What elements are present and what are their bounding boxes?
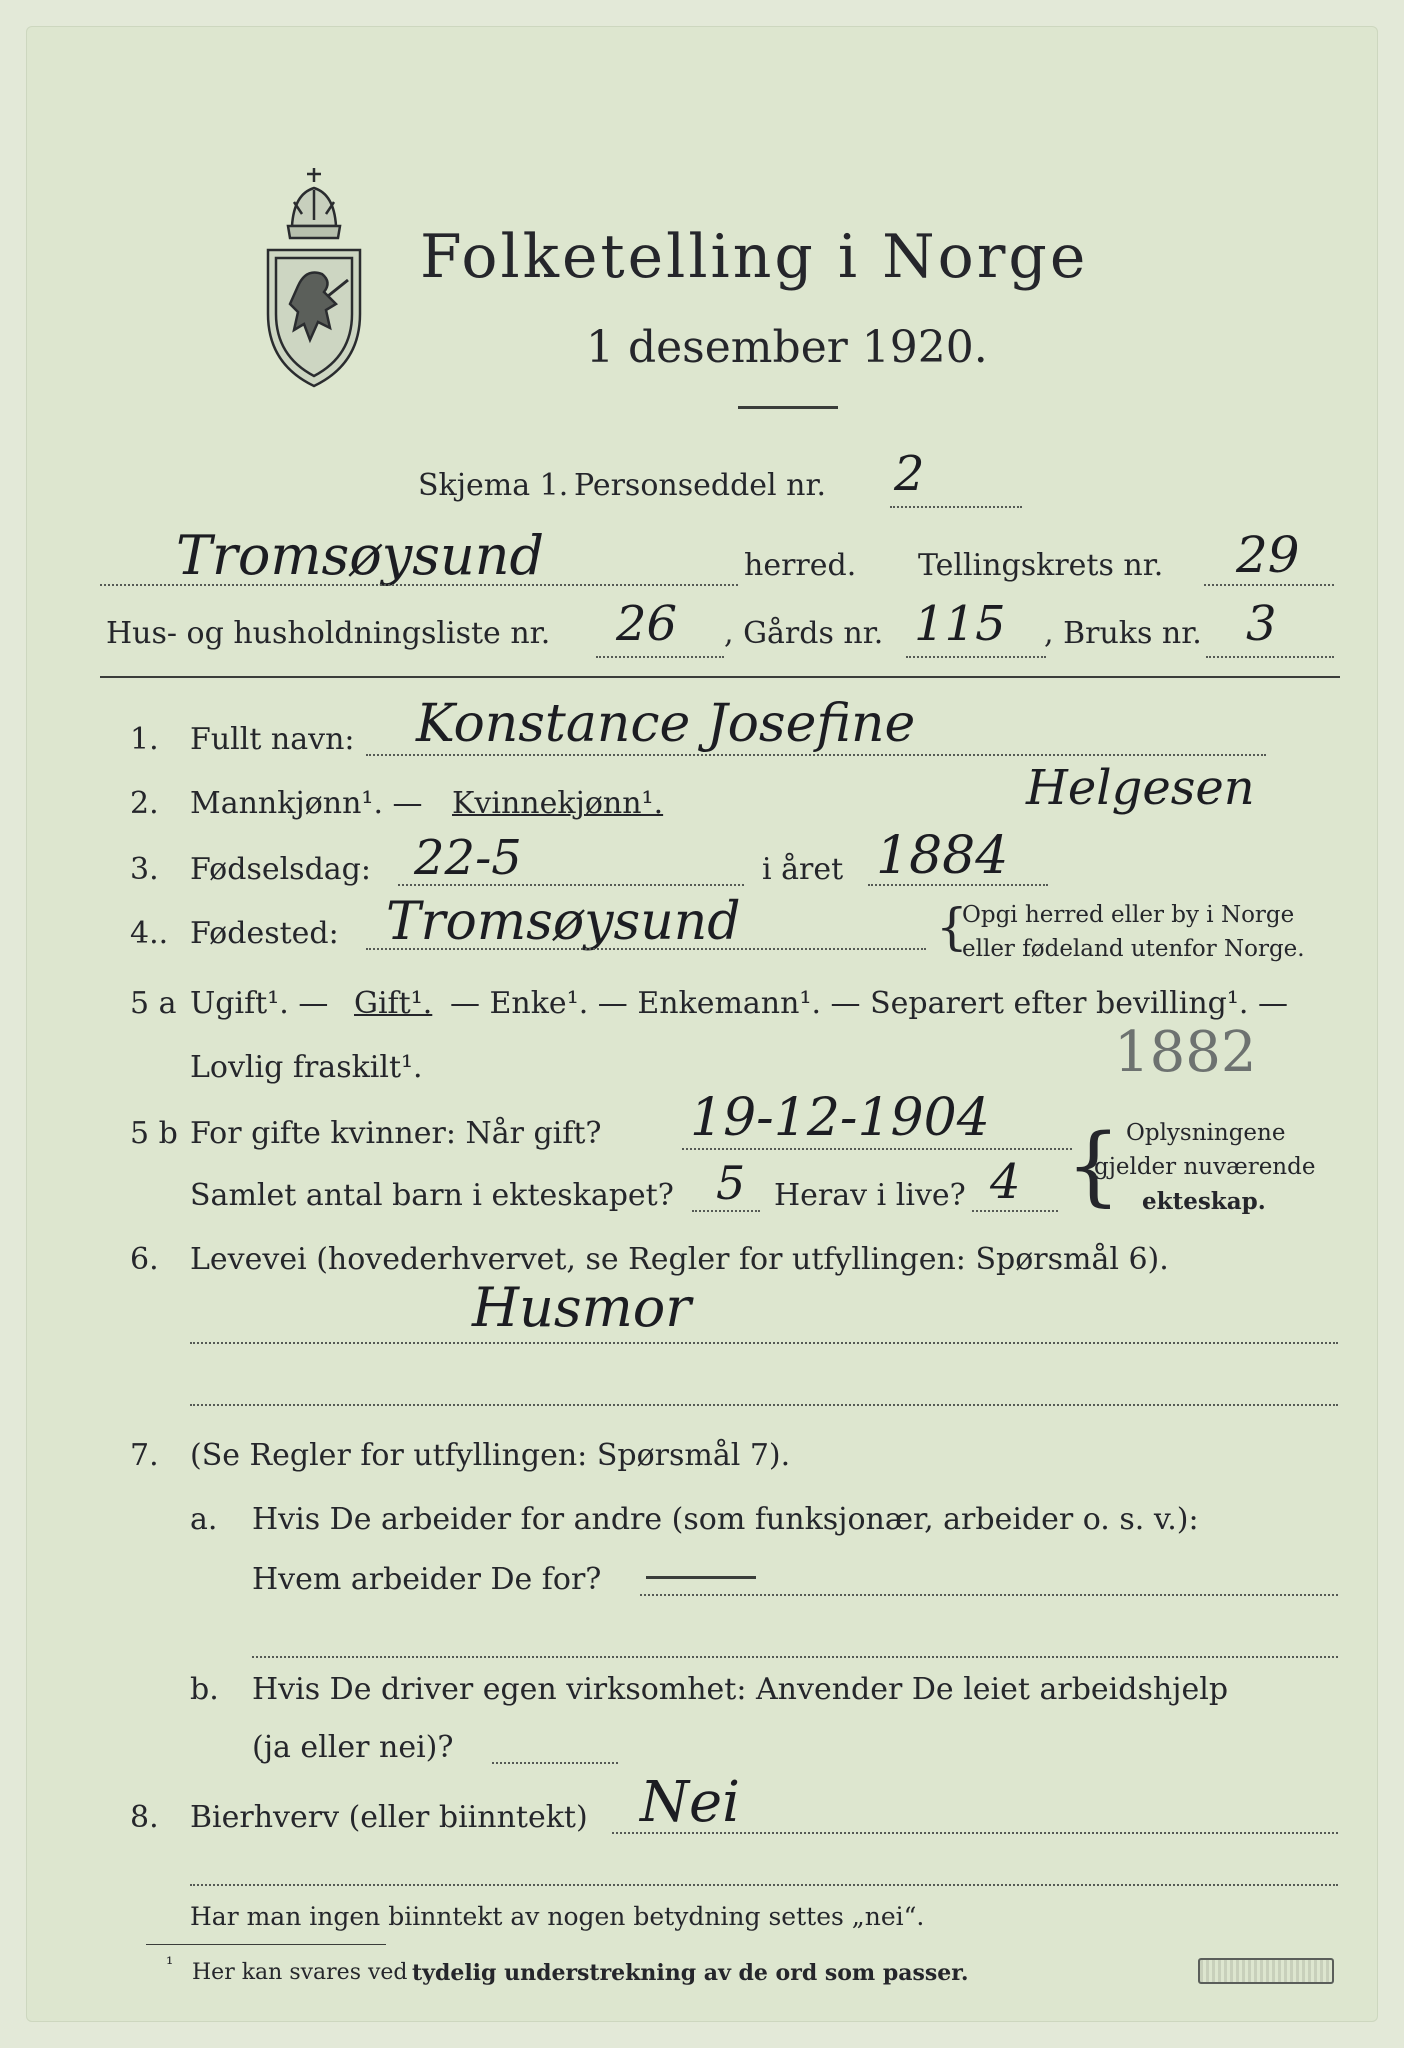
- q5b-note-line2: gjelder nuværende: [1094, 1154, 1316, 1180]
- q6-label: Levevei (hovederhvervet, se Regler for utfyllingen: Spørsmål 6).: [190, 1242, 1169, 1277]
- q5b-alive-value: 4: [990, 1154, 1021, 1210]
- footer-divider: [146, 1944, 386, 1945]
- q7b-text: Hvis De driver egen virksomhet: Anvender De leiet arbeidshjelp: [252, 1672, 1229, 1707]
- q8-label: Bierhverv (eller biinntekt): [190, 1800, 588, 1835]
- q5b-date-value: 19-12-1904: [690, 1088, 990, 1148]
- q7a-text: Hvis De arbeider for andre (som funksjonær, arbeider o. s. v.):: [252, 1502, 1199, 1537]
- printer-stamp: [1198, 1958, 1334, 1984]
- herred-value: Tromsøysund: [176, 524, 545, 587]
- census-date: 1 desember 1920.: [586, 322, 988, 373]
- footer-note: Har man ingen biinntekt av nogen betydning settes „nei“.: [190, 1902, 925, 1931]
- q3-year-label: i året: [762, 852, 844, 887]
- q4-note-line1: Opgi herred eller by i Norge: [962, 902, 1295, 928]
- q7b-letter: b.: [190, 1672, 219, 1707]
- gards-value: 115: [914, 596, 1006, 652]
- bruks-label: , Bruks nr.: [1044, 616, 1202, 651]
- q5a-line2: Lovlig fraskilt¹.: [190, 1050, 423, 1085]
- bruks-value: 3: [1246, 596, 1277, 652]
- footnote-bold: tydelig understrekning av de ord som passer.: [412, 1960, 969, 1986]
- q6-value: Husmor: [472, 1276, 692, 1339]
- q3-year-value: 1884: [876, 826, 1009, 886]
- q7-number: 7.: [130, 1438, 159, 1473]
- section-divider: [100, 676, 1340, 678]
- q5b-alive-label: Herav i live?: [774, 1178, 966, 1213]
- q1-value-line2: Helgesen: [1026, 760, 1255, 816]
- q5a-margin-note: 1882: [1114, 1020, 1257, 1085]
- q4-brace: {: [936, 898, 968, 956]
- tellingskrets-label: Tellingskrets nr.: [918, 548, 1164, 583]
- q8-value: Nei: [640, 1770, 741, 1835]
- q7b-text2: (ja eller nei)?: [252, 1730, 454, 1765]
- tellingskrets-value: 29: [1236, 526, 1300, 584]
- q6-number: 6.: [130, 1242, 159, 1277]
- herred-label: herred.: [744, 548, 857, 583]
- footnote-mark: ¹: [166, 1954, 174, 1975]
- q3-number: 3.: [130, 852, 159, 887]
- gards-label: , Gårds nr.: [724, 616, 884, 651]
- personseddel-value: 2: [894, 446, 925, 502]
- q5b-children-label: Samlet antal barn i ekteskapet?: [190, 1178, 674, 1213]
- q4-note-line2: eller fødeland utenfor Norge.: [962, 936, 1305, 962]
- q2-female: Kvinnekjønn¹.: [452, 786, 664, 821]
- hus-label: Hus- og husholdningsliste nr.: [106, 616, 551, 651]
- q5b-note-line1: Oplysningene: [1126, 1120, 1286, 1146]
- q7-label: (Se Regler for utfyllingen: Spørsmål 7).: [190, 1438, 791, 1473]
- q1-label: Fullt navn:: [190, 722, 355, 757]
- q4-number: 4..: [130, 916, 169, 951]
- form-title: Folketelling i Norge: [420, 222, 1089, 292]
- census-form: [26, 26, 1378, 2022]
- q1-number: 1.: [130, 722, 159, 757]
- q5a-number: 5 a: [130, 986, 177, 1021]
- q5b-brace: {: [1066, 1116, 1121, 1216]
- q2-number: 2.: [130, 786, 159, 821]
- q5b-children-value: 5: [716, 1156, 746, 1210]
- q4-label: Fødested:: [190, 916, 339, 951]
- q7a-text2: Hvem arbeider De for?: [252, 1562, 602, 1597]
- q3-value: 22-5: [414, 830, 522, 886]
- q8-number: 8.: [130, 1800, 159, 1835]
- q1-value-line1: Konstance Josefine: [416, 694, 916, 754]
- q7a-letter: a.: [190, 1502, 218, 1537]
- personseddel-label: Personseddel nr.: [574, 468, 827, 503]
- footnote-text: Her kan svares ved: [192, 1960, 408, 1985]
- title-divider: [738, 406, 838, 409]
- q3-label: Fødselsdag:: [190, 852, 371, 887]
- q5a-ugift: Ugift¹. —: [190, 986, 329, 1021]
- q5b-label: For gifte kvinner: Når gift?: [190, 1116, 602, 1151]
- hus-value: 26: [616, 596, 678, 652]
- q4-value: Tromsøysund: [386, 892, 741, 952]
- coat-of-arms-icon: [254, 164, 374, 394]
- q2-male: Mannkjønn¹. —: [190, 786, 423, 821]
- q7a-handwritten-dash: [646, 1576, 756, 1579]
- q5a-gift: Gift¹.: [354, 986, 433, 1021]
- q5b-number: 5 b: [130, 1116, 178, 1151]
- q5b-note-line3: ekteskap.: [1142, 1188, 1266, 1215]
- q5a-rest: — Enke¹. — Enkemann¹. — Separert efter bevilling¹. —: [450, 986, 1288, 1021]
- skjema-label: Skjema 1.: [418, 468, 569, 503]
